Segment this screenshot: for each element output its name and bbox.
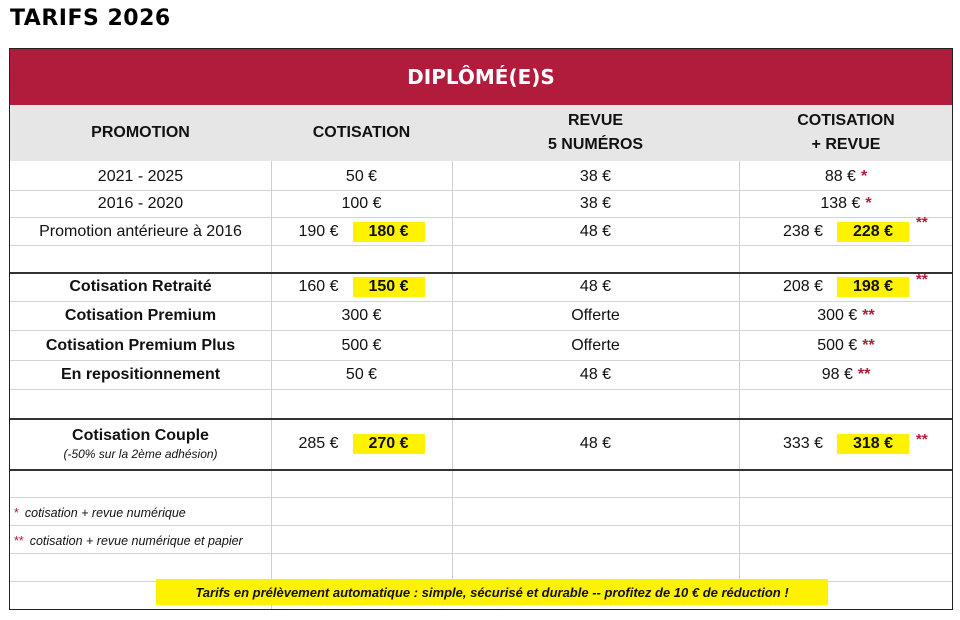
table-row — [10, 302, 952, 330]
star-mark: ** — [916, 431, 928, 448]
discount-price: 150 € — [353, 277, 425, 297]
star-mark: * — [865, 195, 872, 212]
revue-value: 38 € — [579, 167, 612, 185]
discount-price: 180 € — [353, 222, 425, 242]
revue-value: 48 € — [579, 435, 612, 452]
discount-price: 198 € — [837, 277, 909, 297]
row-label: Cotisation Premium Plus — [45, 336, 236, 354]
footer-banner: Tarifs en prélèvement automatique : simple, sécurisé et durable -- profitez de 10 € de réduction ! — [156, 579, 828, 605]
total-value: 138 € * — [820, 195, 872, 212]
row-label: Cotisation Couple (-50% sur la 2ème adhésion) — [63, 427, 218, 461]
cotisation-value: 50 € — [345, 366, 378, 383]
header-revue: REVUE 5 NUMÉROS — [547, 112, 644, 153]
revue-value: 48 € — [579, 366, 612, 383]
revue-value: 38 € — [579, 195, 612, 212]
table-row — [10, 331, 952, 360]
row-label: Cotisation Premium — [64, 307, 217, 324]
row-label: Cotisation Retraité — [69, 278, 212, 295]
star-mark: ** — [862, 336, 875, 354]
row-label: 2021 - 2025 — [97, 167, 184, 185]
cotisation-value: 100 € — [341, 195, 382, 212]
revue-value: 48 € — [579, 278, 612, 295]
table-row — [10, 419, 952, 469]
row-sublabel: (-50% sur la 2ème adhésion) — [63, 447, 218, 461]
total-value: 333 € 318 € — [739, 419, 953, 469]
table-row — [10, 361, 952, 389]
section-divider — [10, 469, 952, 471]
cotisation-value: 160 € 150 € — [271, 273, 452, 301]
discount-price: 270 € — [353, 434, 425, 454]
cotisation-value: 500 € — [341, 336, 382, 354]
table-row — [10, 163, 952, 190]
header-cotisation: COTISATION — [312, 124, 411, 141]
tariff-table — [9, 48, 953, 610]
row-label: Promotion antérieure à 2016 — [39, 222, 242, 240]
footnote: ** cotisation + revue numérique et papier — [14, 534, 243, 548]
star-mark: ** — [916, 271, 928, 288]
revue-value: Offerte — [571, 307, 620, 324]
grid-line — [10, 389, 952, 390]
grid-line — [10, 497, 952, 498]
total-value: 238 € 228 € — [739, 218, 953, 245]
table-header — [10, 105, 952, 161]
table-row — [10, 191, 952, 217]
total-value: 88 € * — [824, 167, 868, 185]
header-promotion: PROMOTION — [91, 124, 190, 141]
total-value: 208 € 198 € — [739, 273, 953, 301]
page-title: TARIFS 2026 — [10, 6, 171, 31]
cotisation-value: 190 € 180 € — [271, 218, 452, 245]
cotisation-value: 50 € — [345, 167, 378, 185]
star-mark: ** — [857, 366, 871, 383]
total-value: 300 € ** — [817, 307, 875, 324]
discount-price: 318 € — [837, 434, 909, 454]
banner-title: DIPLÔMÉ(E)S — [10, 49, 952, 105]
star-mark: * — [860, 167, 868, 185]
table-row — [10, 214, 952, 245]
discount-price: 228 € — [837, 222, 909, 242]
star-mark: ** — [862, 307, 875, 324]
table-row — [10, 273, 952, 301]
cotisation-value: 300 € — [341, 307, 382, 324]
star-mark: ** — [916, 214, 928, 231]
grid-line — [10, 245, 952, 246]
header-total: COTISATION + REVUE — [797, 112, 895, 153]
row-label: 2016 - 2020 — [97, 195, 184, 212]
footnote: * cotisation + revue numérique — [14, 506, 186, 520]
row-label: En repositionnement — [60, 366, 221, 383]
revue-value: 48 € — [579, 222, 612, 240]
total-value: 500 € ** — [817, 336, 875, 354]
revue-value: Offerte — [571, 336, 620, 354]
total-value: 98 € ** — [821, 366, 871, 383]
cotisation-value: 285 € 270 € — [271, 419, 452, 469]
